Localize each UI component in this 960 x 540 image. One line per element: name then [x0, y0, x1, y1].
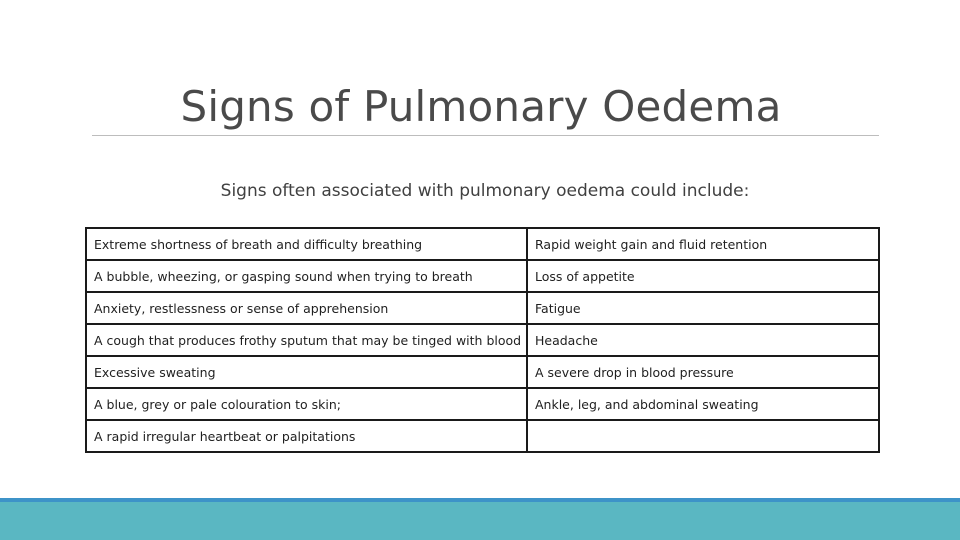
table-row: [86, 388, 879, 420]
table-row: [86, 420, 879, 452]
table-cell: A blue, grey or pale colouration to skin;: [86, 388, 527, 420]
table-cell: A rapid irregular heartbeat or palpitations: [86, 420, 527, 452]
table-cell: Loss of appetite: [527, 260, 879, 292]
table-cell: Fatigue: [527, 292, 879, 324]
table-cell: Excessive sweating: [86, 356, 527, 388]
signs-table: [85, 227, 880, 453]
slide-subtitle: Signs often associated with pulmonary oedema could include:: [220, 181, 750, 201]
table-cell: A cough that produces frothy sputum that may be tinged with blood: [86, 324, 527, 356]
table-cell: Rapid weight gain and fluid retention: [527, 228, 879, 260]
footer-accent-line: [0, 498, 960, 502]
footer-bar: [0, 498, 960, 540]
table-cell-empty: [527, 420, 879, 452]
table-cell: Headache: [527, 324, 879, 356]
table-row: [86, 356, 879, 388]
table-row: [86, 228, 879, 260]
table-cell: Extreme shortness of breath and difficulty breathing: [86, 228, 527, 260]
title-divider: [92, 135, 879, 136]
table-cell: Anxiety, restlessness or sense of apprehension: [86, 292, 527, 324]
table-row: [86, 260, 879, 292]
table-cell: A bubble, wheezing, or gasping sound when trying to breath: [86, 260, 527, 292]
table-cell: A severe drop in blood pressure: [527, 356, 879, 388]
table-row: [86, 292, 879, 324]
table-cell: Ankle, leg, and abdominal sweating: [527, 388, 879, 420]
slide-title: Signs of Pulmonary Oedema: [180, 82, 782, 131]
table-row: [86, 324, 879, 356]
